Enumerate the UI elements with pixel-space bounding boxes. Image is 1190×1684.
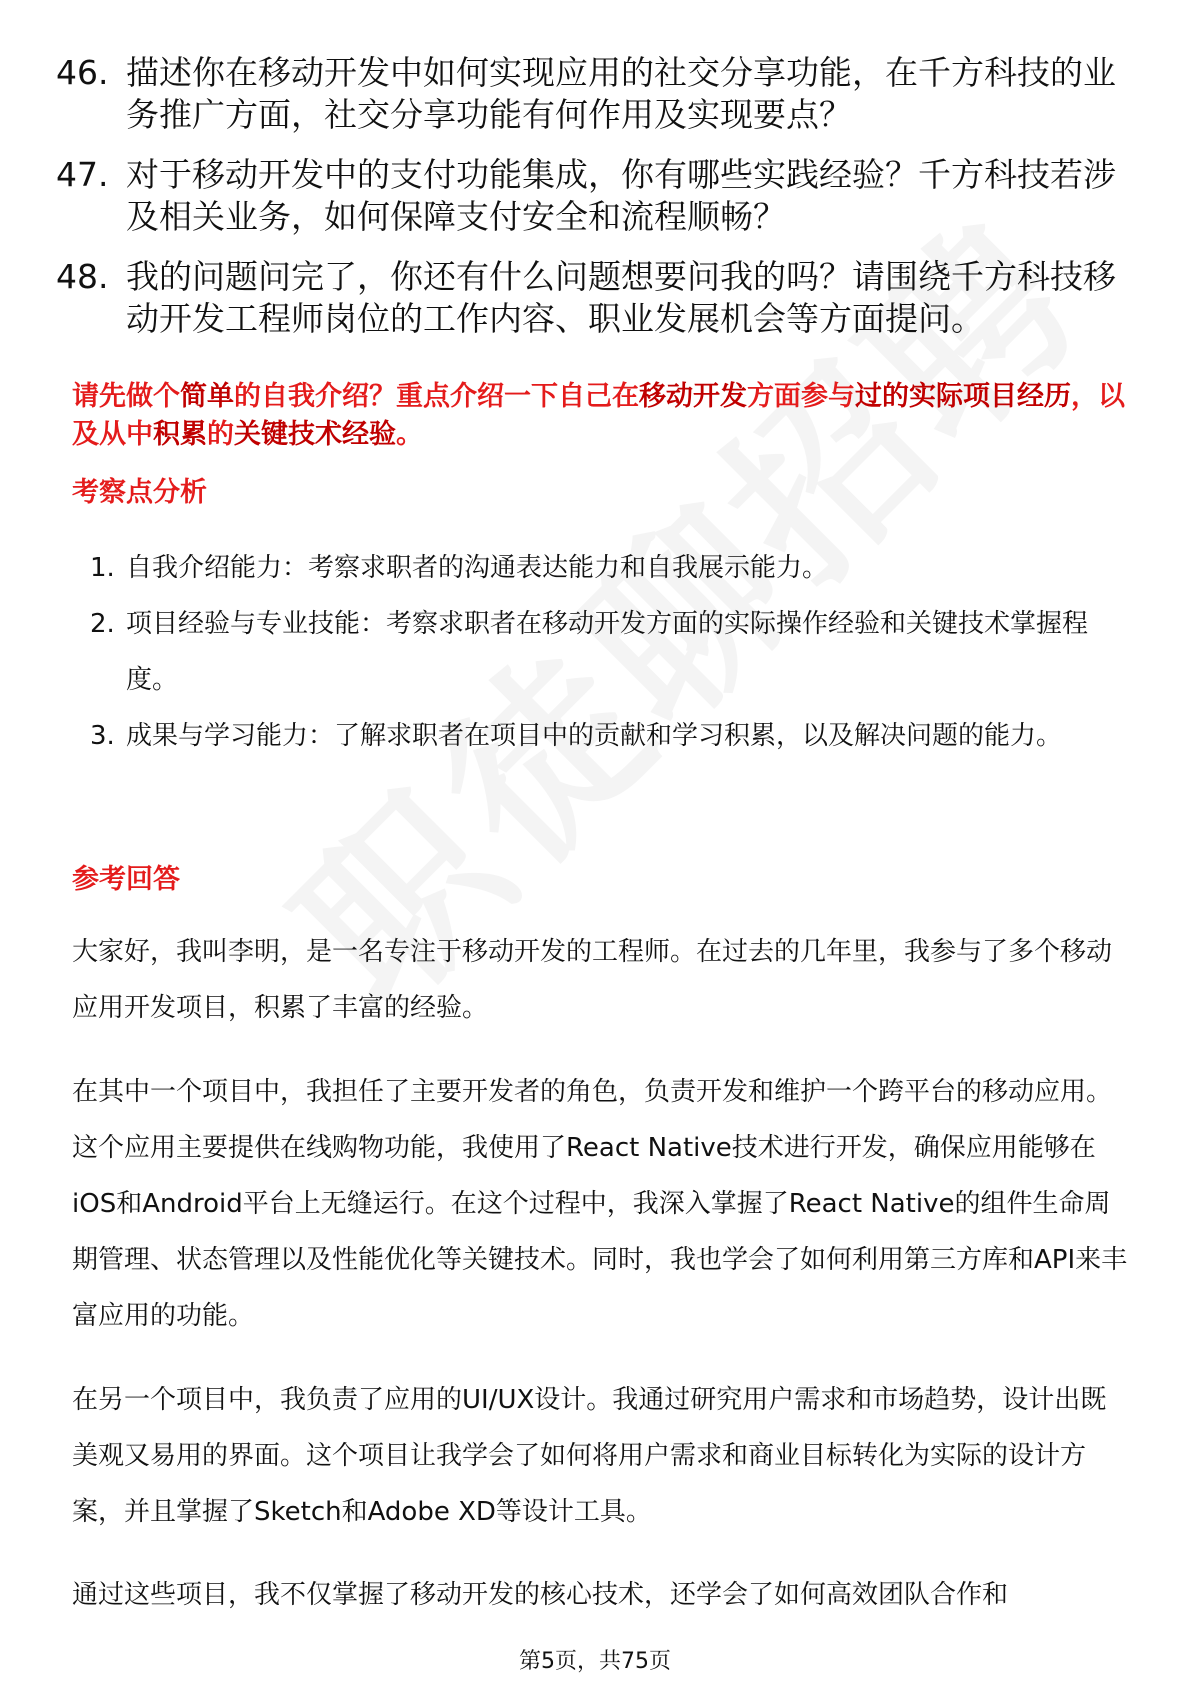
- analysis-point: [72, 708, 1132, 764]
- question-number: 47.: [56, 155, 109, 194]
- question-segment: 请先做个: [72, 381, 180, 412]
- analysis-point-list: [72, 540, 1132, 764]
- point-number: 1.: [90, 553, 115, 583]
- question-text: 我的问题问完了，你还有什么问题想要问我的吗？请围绕千方科技移动开发工程师岗位的工作内容、职业发展机会等方面提问。: [126, 257, 1116, 338]
- point-text: 项目经验与专业技能：考察求职者在移动开发方面的实际操作经验和关键技术掌握程度。: [126, 609, 1089, 695]
- point-text: 成果与学习能力：了解求职者在项目中的贡献和学习积累，以及解决问题的能力。: [126, 721, 1063, 751]
- question-item: [56, 154, 1136, 238]
- question-list: [56, 52, 1136, 358]
- analysis-point: [72, 540, 1132, 596]
- answer-heading: 参考回答: [72, 864, 180, 895]
- page-number-footer: 第5页，共75页: [519, 1649, 671, 1674]
- question-segment: ，以及从中: [72, 381, 1125, 450]
- main-interview-question: [72, 378, 1132, 454]
- question-segment: 的自我介绍？重点介绍一下自己在: [234, 381, 639, 412]
- point-number: 3.: [90, 721, 115, 751]
- answer-paragraph: 通过这些项目，我不仅掌握了移动开发的核心技术，还学会了如何高效团队合作和: [72, 1580, 1009, 1610]
- question-highlight: 简单: [180, 381, 234, 412]
- question-highlight: 积累: [153, 419, 207, 450]
- question-item: [56, 256, 1136, 340]
- question-highlight: 移动开发: [639, 381, 747, 412]
- question-text: 描述你在移动开发中如何实现应用的社交分享功能，在千方科技的业务推广方面，社交分享功能有何作用及实现要点？: [126, 53, 1116, 134]
- point-number: 2.: [90, 609, 115, 639]
- question-highlight: 过的实际项目经历: [855, 381, 1071, 412]
- answer-paragraph: 在另一个项目中，我负责了应用的UI/UX设计。我通过研究用户需求和市场趋势，设计出既美观又易用的界面。这个项目让我学会了如何将用户需求和商业目标转化为实际的设计方案，并且掌握了Sketch和Adobe XD等设计工具。: [72, 1385, 1107, 1527]
- analysis-point: [72, 596, 1132, 708]
- question-item: [56, 52, 1136, 136]
- question-segment: 。: [396, 419, 423, 450]
- question-segment: 的: [207, 419, 234, 450]
- answer-paragraph: 在其中一个项目中，我担任了主要开发者的角色，负责开发和维护一个跨平台的移动应用。这个应用主要提供在线购物功能，我使用了React Native技术进行开发，确保应用能够在iOS和Android平台上无缝运行。在这个过程中，我深入掌握了React Native的组件生命周期管理、状态管理以及性能优化等关键技术。同时，我也学会了如何利用第三方库和API来丰富应用的功能。: [72, 1077, 1128, 1331]
- analysis-heading: 考察点分析: [72, 477, 207, 508]
- answer-paragraph: 大家好，我叫李明，是一名专注于移动开发的工程师。在过去的几年里，我参与了多个移动应用开发项目，积累了丰富的经验。: [72, 937, 1113, 1023]
- question-text: 对于移动开发中的支付功能集成，你有哪些实践经验？千方科技若涉及相关业务，如何保障支付安全和流程顺畅？: [126, 155, 1116, 236]
- question-number: 46.: [56, 53, 109, 92]
- question-highlight: 关键技术经验: [234, 419, 396, 450]
- question-number: 48.: [56, 257, 109, 296]
- point-text: 自我介绍能力：考察求职者的沟通表达能力和自我展示能力。: [126, 553, 829, 583]
- question-segment: 方面参与: [747, 381, 855, 412]
